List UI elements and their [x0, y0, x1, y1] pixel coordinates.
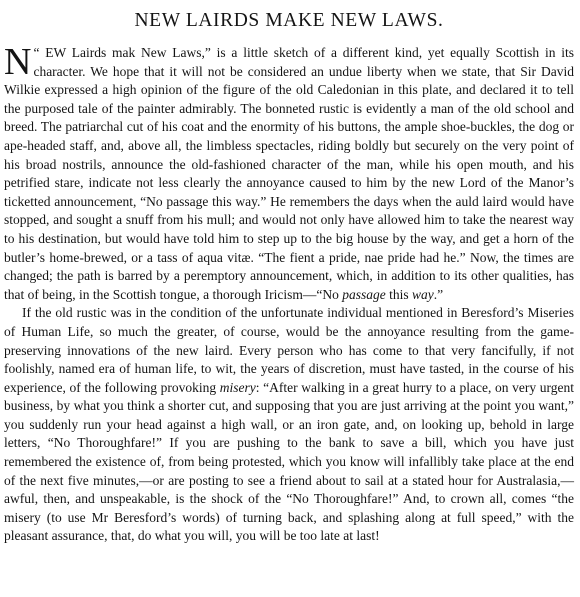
- italic-misery: misery: [219, 379, 256, 395]
- page-title: NEW LAIRDS MAKE NEW LAWS.: [134, 10, 444, 31]
- drop-cap: N: [4, 41, 32, 83]
- paragraph-1-text-mid: this: [385, 286, 412, 302]
- paragraph-2-text: If the old rustic was in the condition of the unfortunate individual mentioned in Beresford’s Miseries of Human Life, so much the greater, of course, would be the annoyance resulting from the game-preserving innovations of the new laird. Every person who has come to that very fancifully, if not foolishly, named era of human life, to wit, the years of discretion, must have tasted, in the course of his experience, of the following provoking: [4, 305, 574, 395]
- paragraph-1-text: EW Lairds mak New Laws,” is a little sketch of a different kind, yet equally Scottish in its character. We hope that it will not be considered an undue liberty when we state, that Sir David Wilkie expressed a high opinion of the figure of the old Caledonian in this plate, and declared it to tell the purposed tale of the painter admirably. The bonneted rustic is evidently a man of the old school and breed. The patriarchal cut of his coat and the enormity of his buttons, the ample shoe-buckles, the dog or ape-headed staff, and, above all, the limbless spectacles, riding boldly but securely on the very point of his broad nostrils, announce the old-fashioned character of the man, while his open mouth, and his petrified stare, indicate not less clearly the annoyance caused to him by the new Lord of the Manor’s ticketted announcement, “No passage this way.” He remembers the days when the auld laird would have stopped, and sought a snuff from his mull; and would not only have allowed him to take the nearest way to his destination, but would have told him to step up to the big house by the way, and get a horn of the butler’s home-brewed, or a tass of aqua vitæ. “The fient a pride, nae pride had he.” Now, the times are changed; the path is barred by a peremptory announcement, which, in addition to its other qualities, has that of being, in the Scottish tongue, a thorough Iricism—“No: [4, 45, 574, 302]
- paragraph-1-text-end: .”: [433, 286, 444, 302]
- italic-way: way: [411, 286, 434, 302]
- paragraph-2: [4, 304, 574, 546]
- italic-passage: passage: [342, 286, 386, 302]
- opening-quote: “: [33, 45, 46, 60]
- paragraph-2-text-end: : “After walking in a great hurry to a place, on very urgent business, by what you think a shorter cut, and supposing that you are just arriving at the point you want,” you suddenly run your head against a high wall, or an iron gate, and, on looking up, behold in large letters, “No Thoroughfare!” If you are pushing to the bank to save a bill, which you have just remembered the existence of, from being protested, which you know will infallibly take place at the end of the next five minutes,—or are posting to see a friend about to sail at a stated hour for Australasia,—awful, then, and unspeakable, is the shock of the “No Thoroughfare!” And, to crown all, comes “the misery (to use Mr Beresford’s words) of turning back, and splashing along at full speed,” with the pleasant assurance, that, do what you will, you will be too late at last!: [4, 379, 574, 544]
- paragraph-1: [4, 41, 574, 304]
